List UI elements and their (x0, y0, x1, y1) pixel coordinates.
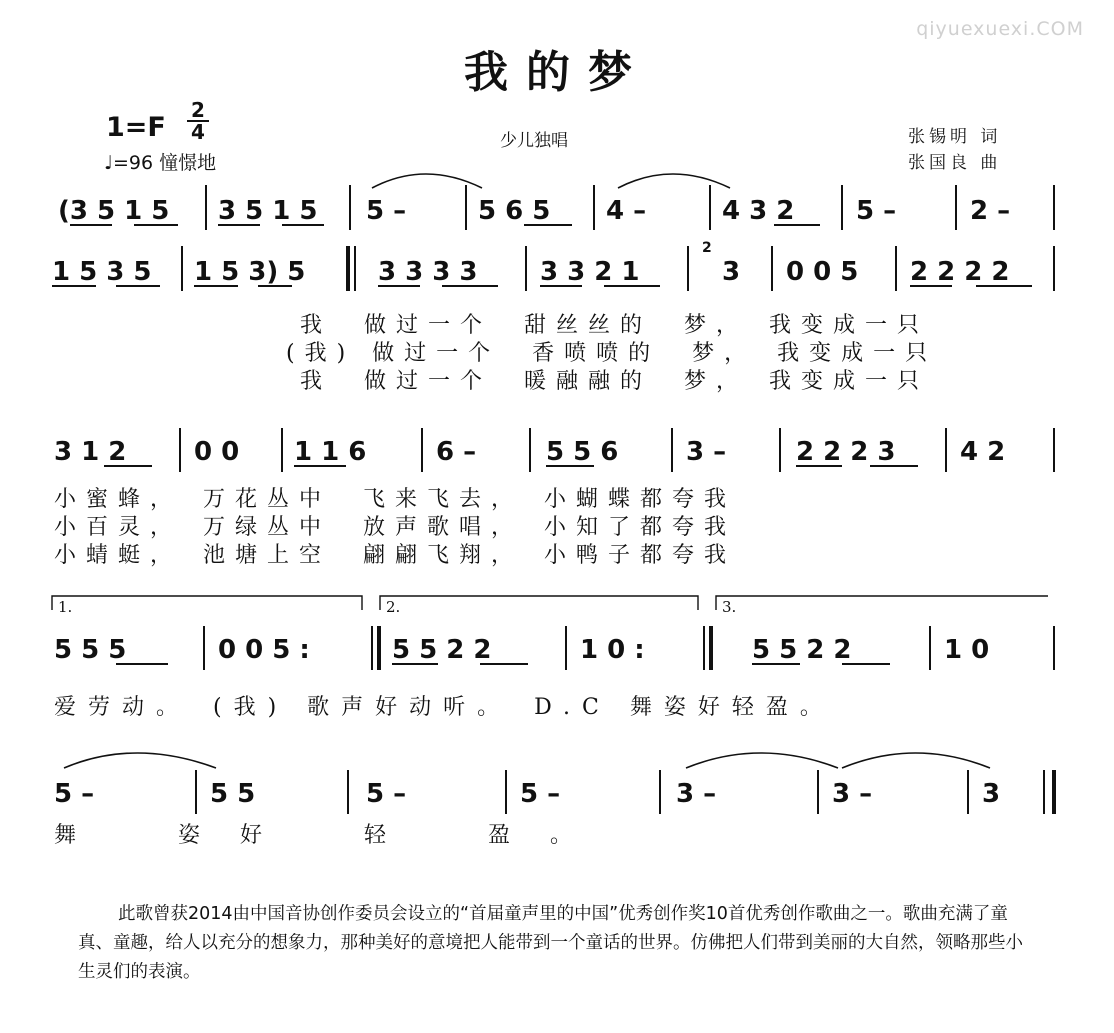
row2-m1: 1 5 3 5 (52, 257, 152, 287)
time-signature-top: 2 (187, 100, 209, 122)
row5-m6: 3 – (832, 779, 873, 809)
row5-m4: 5 – (520, 779, 561, 809)
row5-m3: 5 – (366, 779, 407, 809)
row2-m7: 2 2 2 2 (910, 257, 1010, 287)
score-row-4 (54, 635, 989, 665)
ending-lyrics: 爱劳动。 (我) 歌声好动听。 D.C 舞姿好轻盈。 (54, 695, 834, 720)
row2-m6: 0 0 5 (786, 257, 859, 287)
row2-m3: 3 3 3 3 (378, 257, 478, 287)
volta-1-label: 1. (58, 598, 73, 616)
row1-m3: 5 – (366, 196, 407, 226)
score-row-2 (52, 240, 1010, 287)
lyricist-credit: 张锡明 词 (908, 127, 1002, 147)
row3-m6: 3 – (686, 437, 727, 467)
row4-m1: 5 5 5 (54, 635, 127, 665)
row2-m2: 1 5 3) 5 (194, 257, 306, 287)
row5-m1: 5 – (54, 779, 95, 809)
row2-m5: 3 (722, 257, 741, 287)
row3-m2: 0 0 (194, 437, 240, 467)
score-row-1 (58, 196, 1010, 226)
row3-m1: 3 1 2 (54, 437, 127, 467)
row3-m5: 5 5 6 (546, 437, 619, 467)
row1-m2: 3 5 1 5 (218, 196, 318, 226)
performance-type: 少儿独唱 (500, 131, 568, 151)
key-signature: 1=F (106, 112, 166, 143)
row1-m7: 5 – (856, 196, 897, 226)
row4-m5: 5 5 2 2 (752, 635, 852, 665)
row3-m3: 1 1 6 (294, 437, 367, 467)
row3-m8: 4 2 (960, 437, 1006, 467)
row4-m3: 5 5 2 2 (392, 635, 492, 665)
time-signature-bottom: 4 (191, 120, 205, 144)
verse-3-line-b: 小蜻蜓， 池塘上空 翩翩飞翔， 小鸭子都夸我 (54, 543, 737, 568)
page-title: 我的梦 (464, 47, 650, 98)
volta-brackets (52, 596, 1048, 610)
coda-lyrics: 舞 姿好 轻 盈。 (54, 823, 613, 848)
breath-mark: 2 (702, 240, 712, 256)
row1-m6: 4 3 2 (722, 196, 795, 226)
row5-m5: 3 – (676, 779, 717, 809)
verse-1-line-a: 我 做过一个 甜丝丝的 梦， 我变成一只 (300, 313, 930, 338)
song-description: 此歌曾获2014由中国音协创作委员会设立的“首届童声里的中国”优秀创作奖10首优秀创作歌曲之一。歌曲充满了童真、童趣，给人以充分的想象力，那种美好的意境把人能带到一个童话的世界。仿佛把人们带到美丽的大自然，领略那些小生灵们的表演。 (78, 904, 1023, 982)
row4-m2: 0 0 5 : (218, 635, 310, 665)
watermark: qiyuexuexi.COM (916, 18, 1084, 40)
tempo-marking: ♩=96 憧憬地 (104, 152, 217, 174)
verse-1-line-b: 小蜜蜂， 万花丛中 飞来飞去， 小蝴蝶都夸我 (54, 487, 737, 512)
row2-m4: 3 3 2 1 (540, 257, 640, 287)
verse-3-line-a: 我 做过一个 暖融融的 梦， 我变成一只 (300, 369, 930, 394)
composer-credit: 张国良 曲 (908, 153, 1002, 173)
verse-2-line-b: 小百灵， 万绿丛中 放声歌唱， 小知了都夸我 (54, 515, 737, 540)
row1-m4: 5 6 5 (478, 196, 551, 226)
row3-m4: 6 – (436, 437, 477, 467)
verse-2-line-a: (我) 做过一个 香喷喷的 梦， 我变成一只 (286, 341, 938, 366)
row4-m4: 1 0 : (580, 635, 645, 665)
volta-3-label: 3. (722, 598, 737, 616)
row1-m8: 2 – (970, 196, 1011, 226)
row1-notes-text: (3 5 1 5 (58, 196, 170, 226)
row3-m7: 2 2 2 3 (796, 437, 896, 467)
volta-2-label: 2. (386, 598, 401, 616)
row1-m5: 4 – (606, 196, 647, 226)
row5-m2: 5 5 (210, 779, 256, 809)
row4-m6: 1 0 (944, 635, 990, 665)
row5-m7: 3 (982, 779, 1001, 809)
